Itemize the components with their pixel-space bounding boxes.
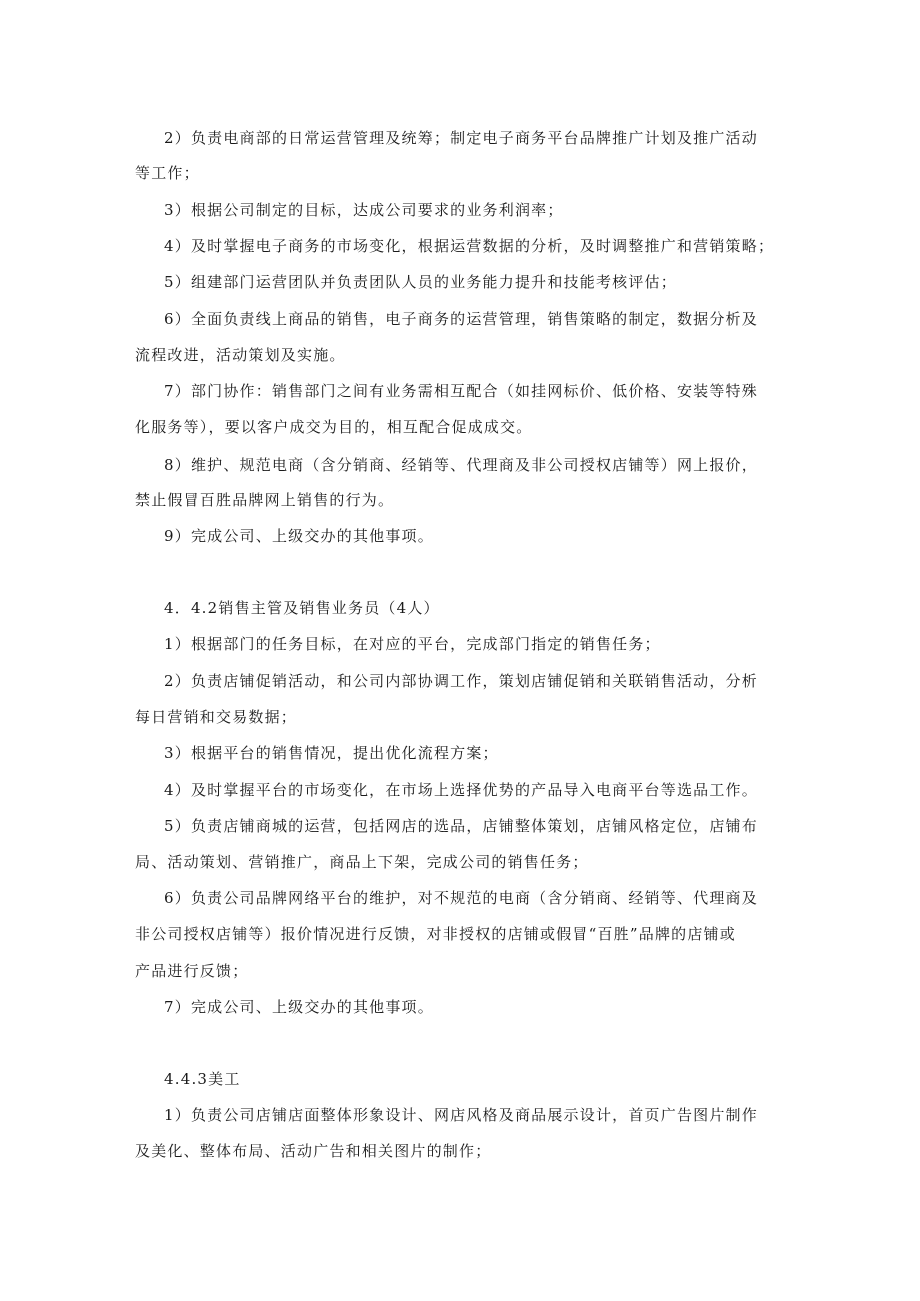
paragraph-2-line-1: 2）负责电商部的日常运营管理及统筹；制定电子商务平台品牌推广计划及推广活动 bbox=[164, 129, 758, 147]
s2-paragraph-6-line-2: 非公司授权店铺等）报价情况进行反馈，对非授权的店铺或假冒“百胜”品牌的店铺或 bbox=[135, 925, 736, 943]
s2-paragraph-2-line-2: 每日营销和交易数据； bbox=[135, 708, 298, 726]
s2-paragraph-5-line-2: 局、活动策划、营销推广，商品上下架，完成公司的销售任务； bbox=[135, 853, 589, 871]
s3-paragraph-1-line-1: 1）负责公司店铺店面整体形象设计、网店风格及商品展示设计，首页广告图片制作 bbox=[164, 1106, 758, 1124]
s2-paragraph-7: 7）完成公司、上级交办的其他事项。 bbox=[164, 998, 434, 1016]
paragraph-7-line-2: 化服务等），要以客户成交为目的，相互配合促成成交。 bbox=[135, 418, 533, 436]
paragraph-8-line-1: 8）维护、规范电商（含分销商、经销等、代理商及非公司授权店铺等）网上报价， bbox=[164, 456, 758, 474]
paragraph-8-line-2: 禁止假冒百胜品牌网上销售的行为。 bbox=[135, 491, 395, 509]
paragraph-5: 5）组建部门运营团队并负责团队人员的业务能力提升和技能考核评估； bbox=[164, 273, 677, 291]
s2-paragraph-1: 1）根据部门的任务目标，在对应的平台，完成部门指定的销售任务； bbox=[164, 635, 661, 653]
paragraph-3: 3）根据公司制定的目标，达成公司要求的业务利润率； bbox=[164, 201, 564, 219]
paragraph-6-line-1: 6）全面负责线上商品的销售，电子商务的运营管理，销售策略的制定，数据分析及 bbox=[164, 310, 758, 328]
paragraph-6-line-2: 流程改进，活动策划及实施。 bbox=[135, 346, 346, 364]
s2-paragraph-4: 4）及时掌握平台的市场变化，在市场上选择优势的产品导入电商平台等选品工作。 bbox=[164, 781, 758, 799]
paragraph-2-line-2: 等工作； bbox=[135, 164, 200, 182]
paragraph-4: 4）及时掌握电子商务的市场变化，根据运营数据的分析，及时调整推广和营销策略； bbox=[164, 237, 775, 255]
paragraph-9: 9）完成公司、上级交办的其他事项。 bbox=[164, 527, 434, 545]
s2-paragraph-5-line-1: 5）负责店铺商城的运营，包括网店的选品，店铺整体策划，店铺风格定位，店铺布 bbox=[164, 817, 758, 835]
s3-paragraph-1-line-2: 及美化、整体布局、活动广告和相关图片的制作； bbox=[135, 1142, 492, 1160]
s2-paragraph-2-line-1: 2）负责店铺促销活动，和公司内部协调工作，策划店铺促销和关联销售活动，分析 bbox=[164, 672, 758, 690]
section-heading-4-4-3: 4.4.3美工 bbox=[164, 1070, 241, 1088]
s2-paragraph-3: 3）根据平台的销售情况，提出优化流程方案； bbox=[164, 744, 499, 762]
paragraph-7-line-1: 7）部门协作：销售部门之间有业务需相互配合（如挂网标价、低价格、安装等特殊 bbox=[164, 382, 758, 400]
section-heading-4-4-2: 4．4.2销售主管及销售业务员（4人） bbox=[164, 599, 440, 617]
s2-paragraph-6-line-1: 6）负责公司品牌网络平台的维护，对不规范的电商（含分销商、经销等、代理商及 bbox=[164, 889, 758, 907]
s2-paragraph-6-line-3: 产品进行反馈； bbox=[135, 962, 249, 980]
